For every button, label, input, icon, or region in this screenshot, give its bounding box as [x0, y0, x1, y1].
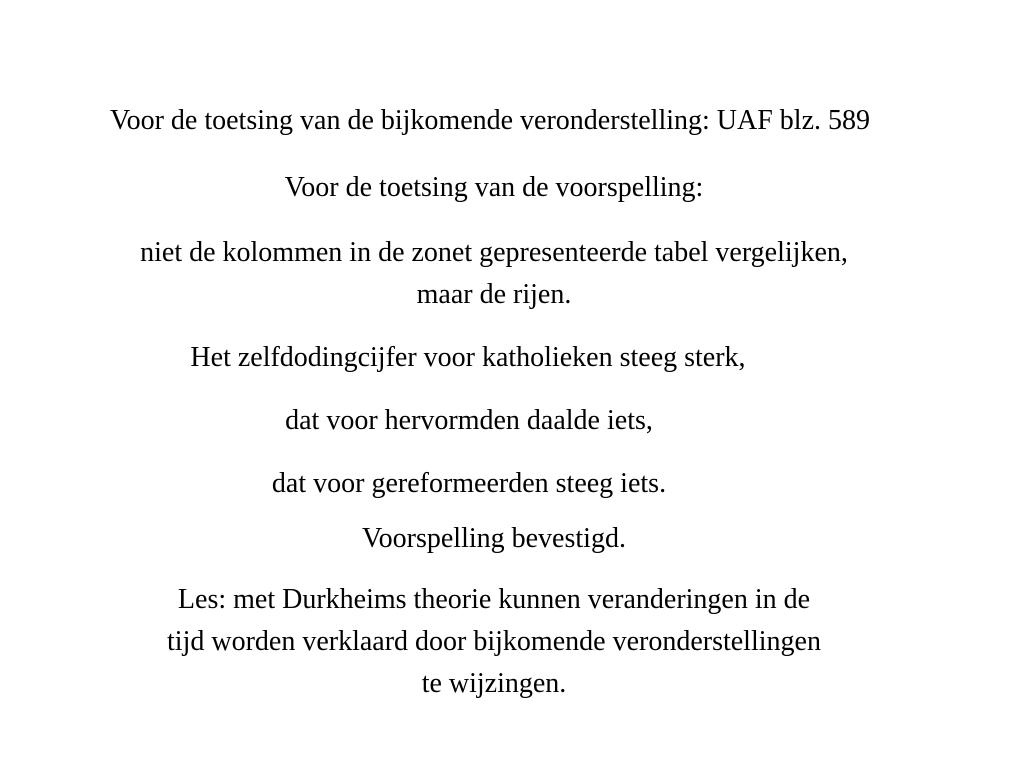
slide-text-gereformeerden-rate: dat voor gereformeerden steeg iets. [271, 468, 667, 499]
slide-paragraph-compare-rows [0, 232, 1006, 316]
slide-paragraph-lesson-line-2: tijd worden verklaard door bijkomende veronderstellingen [167, 626, 821, 657]
slide-paragraph-lesson [0, 579, 1006, 705]
slide-paragraph-lesson-line-3: te wijzingen. [421, 668, 567, 699]
slide-paragraph-compare-rows-line-2: maar de rijen. [416, 279, 572, 310]
slide-text-reformed-rate: dat voor hervormden daalde iets, [285, 405, 653, 436]
slide-text-auxiliary-assumption-test: Voor de toetsing van de bijkomende veronderstelling: UAF blz. 589 [109, 105, 871, 136]
slide-text-prediction-confirmed: Voorspelling bevestigd. [362, 523, 626, 554]
slide-text-catholics-rate: Het zelfdodingcijfer voor katholieken steeg sterk, [190, 342, 746, 373]
slide-text-prediction-test-heading: Voor de toetsing van de voorspelling: [284, 172, 704, 203]
slide-paragraph-lesson-line-1: Les: met Durkheims theorie kunnen veranderingen in de [177, 584, 811, 615]
slide-paragraph-compare-rows-line-1: niet de kolommen in de zonet gepresenteerde tabel vergelijken, [140, 237, 848, 268]
